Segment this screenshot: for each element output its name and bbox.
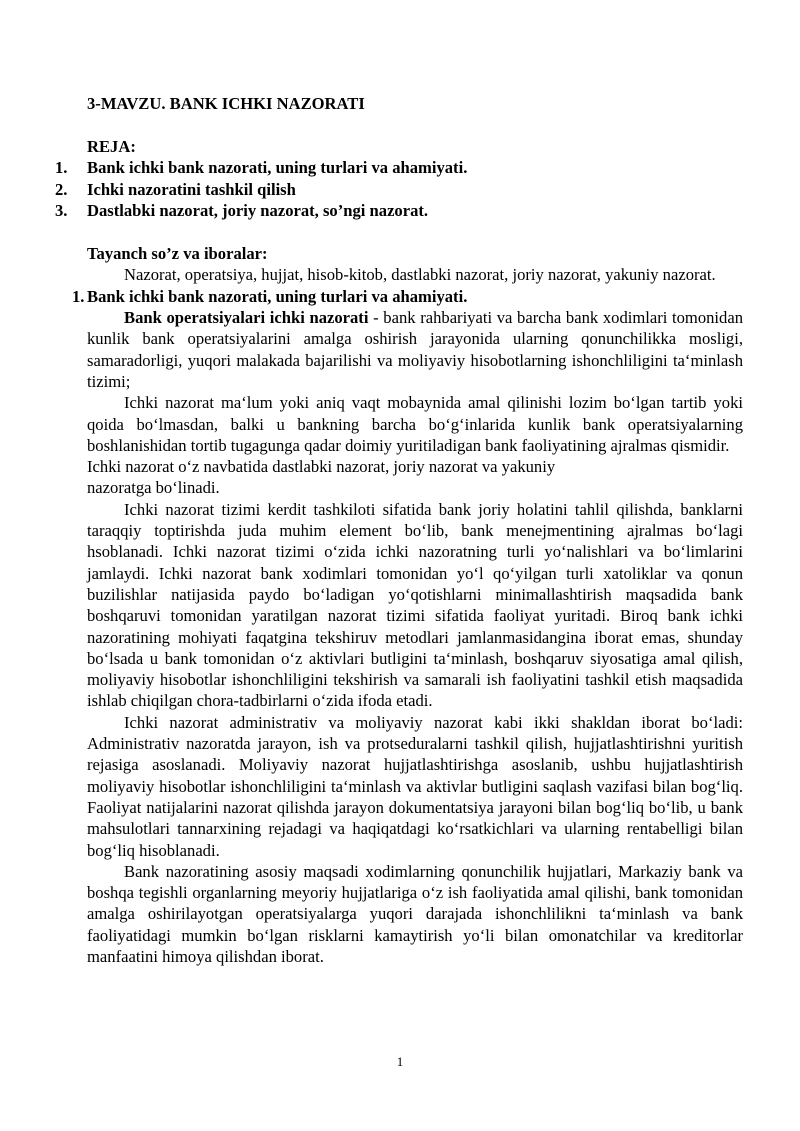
- paragraph-line: Ichki nazorat o‘z navbatida dastlabki nazorat, joriy nazorat va yakuniy: [87, 457, 556, 477]
- paragraph-bold-term: Bank operatsiyalari ichki nazorati: [124, 308, 369, 328]
- section-heading: [72, 286, 743, 307]
- section-number: 1.: [72, 286, 85, 306]
- plan-heading: REJA:: [87, 137, 136, 156]
- plan-item-text: Ichki nazoratini tashkil qilish: [87, 179, 296, 199]
- page-number: 1: [396, 1054, 404, 1069]
- document-body: [55, 93, 743, 967]
- plan-item: [55, 157, 743, 178]
- plan-item-text: Dastlabki nazorat, joriy nazorat, so’ngi nazorat.: [87, 200, 429, 220]
- plan-item: [55, 179, 743, 200]
- page-title: 3-MAVZU. BANK ICHKI NAZORATI: [87, 94, 365, 113]
- keywords-text: Nazorat, operatsiya, hujjat, hisob-kitob, dastlabki nazorat, joriy nazorat, yakuniy nazorat.: [124, 265, 716, 285]
- plan-item-text: Bank ichki bank nazorati, uning turlari va ahamiyati.: [87, 158, 468, 178]
- paragraph: Ichki nazorat administrativ va moliyaviy nazorat kabi ikki shakldan iborat bo‘ladi: Administrativ nazoratda jarayon, ish va protseduralarni tashkil qilish, hujjatlashtirishni yuritish rejasiga asoslanadi. Moliyaviy nazorat hujjatlashtirishga asoslanib, ushbu hujjatlashtirish moliyaviy hisobotlar ishonchliligini ta‘minlash va aktivlar butligini saqlash vazifasi bilan bog‘liq. Faoliyat natijalarini nazorat qilishda jarayon dokumentatsiya jarayoni bilan bog‘liq bo‘lib, u bank mahsulotlari tannarxining rejadagi va haqiqatdagi ko‘rsatkichlari va ularning rentabelligi bilan bog‘liq hisoblanadi.: [87, 712, 743, 860]
- plan-item-number: 3.: [55, 200, 68, 220]
- plan-item: [55, 200, 743, 221]
- paragraph: Ichki nazorat ma‘lum yoki aniq vaqt mobaynida amal qilinishi lozim bo‘lgan tartib yoki qoida bo‘lmasdan, balki u bankning barcha bo‘g‘inlarida kunlik bank operatsiyalarning boshlanishidan tortib tugagunga qadar doimiy yuritiladigan bank faoliyatining ajralmas qismidir.: [87, 393, 743, 455]
- plan-list: [55, 157, 743, 221]
- keywords-heading: Tayanch so’z va iboralar:: [87, 244, 268, 264]
- paragraph: Ichki nazorat tizimi kerdit tashkiloti sifatida bank joriy holatini tahlil qilishda, banklarni taraqqiy toptirishda juda muhim element bo‘lib, bank menejmentining ajralmas bo‘lagi hsoblanadi. Ichki nazorat tizimi o‘zida ichki nazoratning turli yo‘nalishlari va bo‘limlarini jamlaydi. Ichki nazorat bank xodimlari tomonidan yo‘l qo‘yilgan turli xatoliklar va qonun buzilishlar natijasida paydo bo‘ladigan yo‘qotishlarni minimallashtirish maqsadida bank boshqaruvi tomonidan yaratilgan nazorat tizimi sifatida faoliyat yuritadi. Biroq bank ichki nazoratining mohiyati faqatgina tekshiruv metodlari jamlanmasidangina iborat emas, shunday bo‘lsada u bank tomonidan o‘z aktivlari butligini ta‘minlash, boshqaruv siyosatiga amal qilish, moliyaviy hisobotlar ishonchliligini tekshirish va samarali ish faoliyatini tashkil etish maqsadida ishlab chiqilgan chora-tadbirlarni o‘zida ifoda etadi.: [87, 499, 743, 711]
- plan-item-number: 2.: [55, 179, 68, 199]
- paragraph-text: - bank rahbariyati va barcha bank xodimlari tomonidan kunlik bank operatsiyalarini amalga oshirish jarayonida ularning qonunchilikka mosligi, samaradorligi, yuqori malakada bajarilishi va moliyaviy hisobotlarning ishonchliligini ta‘minlash tizimi;: [87, 308, 743, 391]
- paragraph-line: nazoratga bo‘linadi.: [87, 478, 220, 498]
- paragraph: Bank nazoratining asosiy maqsadi xodimlarning qonunchilik hujjatlari, Markaziy bank va boshqa tegishli organlarning meyoriy hujjatlariga o‘z ish faoliyatida amal qilishi, bank tomonidan amalga oshirilayotgan operatsiyalarga yuqori darajada ishonchlilikni ta‘minlash va bank faoliyatidagi mumkin bo‘lgan risklarni kamaytirish yo‘li bilan omonatchilar va kreditorlar manfaatini himoya qilishdan iborat.: [87, 861, 743, 966]
- paragraph: [87, 307, 743, 392]
- section-title: Bank ichki bank nazorati, uning turlari va ahamiyati.: [87, 286, 468, 306]
- plan-item-number: 1.: [55, 158, 68, 178]
